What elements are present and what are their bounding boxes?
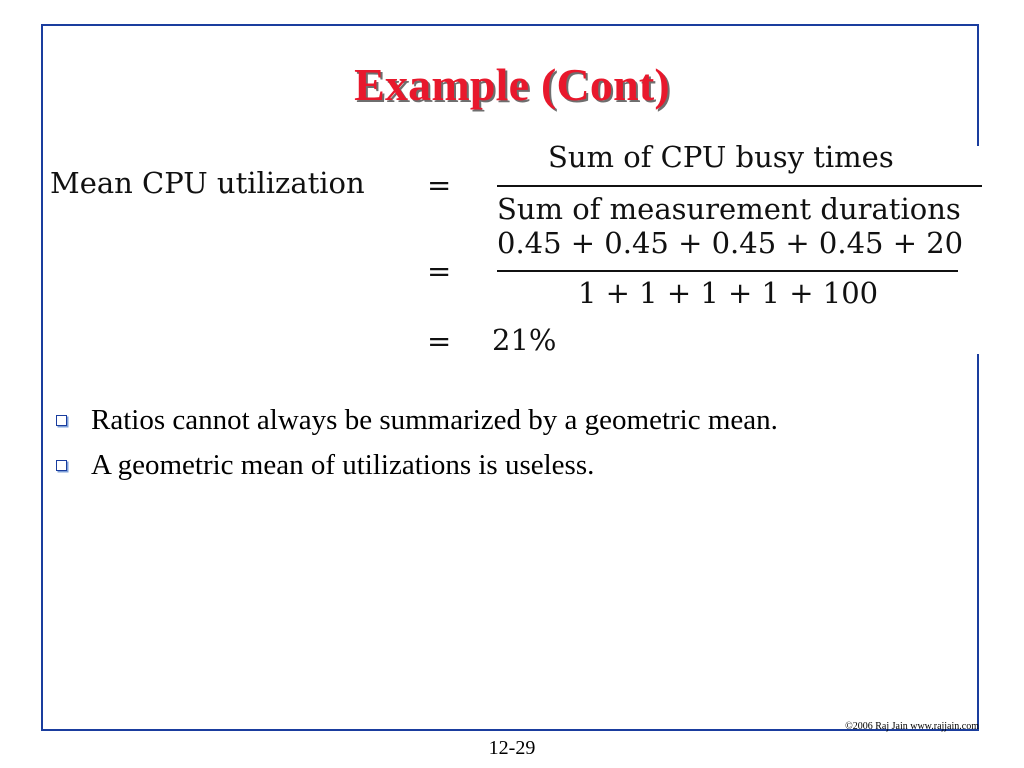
hollow-square-icon bbox=[56, 415, 67, 426]
equals-sign-2: = bbox=[427, 254, 452, 288]
fraction1-numerator: Sum of CPU busy times bbox=[548, 140, 894, 174]
bullet-text: A geometric mean of utilizations is useless. bbox=[91, 449, 595, 481]
equals-sign-3: = bbox=[427, 324, 452, 358]
equation-result: 21% bbox=[492, 323, 557, 357]
fraction2-denominator: 1 + 1 + 1 + 1 + 100 bbox=[578, 276, 879, 310]
copyright-notice: ©2006 Raj Jain www.rajjain.com bbox=[845, 721, 979, 732]
bullet-text: Ratios cannot always be summarized by a geometric mean. bbox=[91, 404, 778, 436]
fraction2-numerator: 0.45 + 0.45 + 0.45 + 0.45 + 20 bbox=[497, 226, 964, 260]
bullet-item bbox=[54, 398, 778, 443]
equals-sign-1: = bbox=[427, 168, 452, 202]
equation-lhs: Mean CPU utilization bbox=[50, 166, 365, 200]
fraction1-bar bbox=[497, 185, 982, 187]
hollow-square-icon bbox=[56, 460, 67, 471]
page-number: 12-29 bbox=[488, 737, 536, 759]
fraction1-denominator: Sum of measurement durations bbox=[497, 192, 961, 226]
slide-title: Example (Cont) bbox=[354, 59, 670, 110]
bullet-item bbox=[54, 443, 778, 488]
bullet-list bbox=[54, 398, 778, 488]
slide-frame bbox=[41, 24, 979, 731]
frame-gap bbox=[976, 146, 982, 354]
fraction2-bar bbox=[497, 270, 958, 272]
